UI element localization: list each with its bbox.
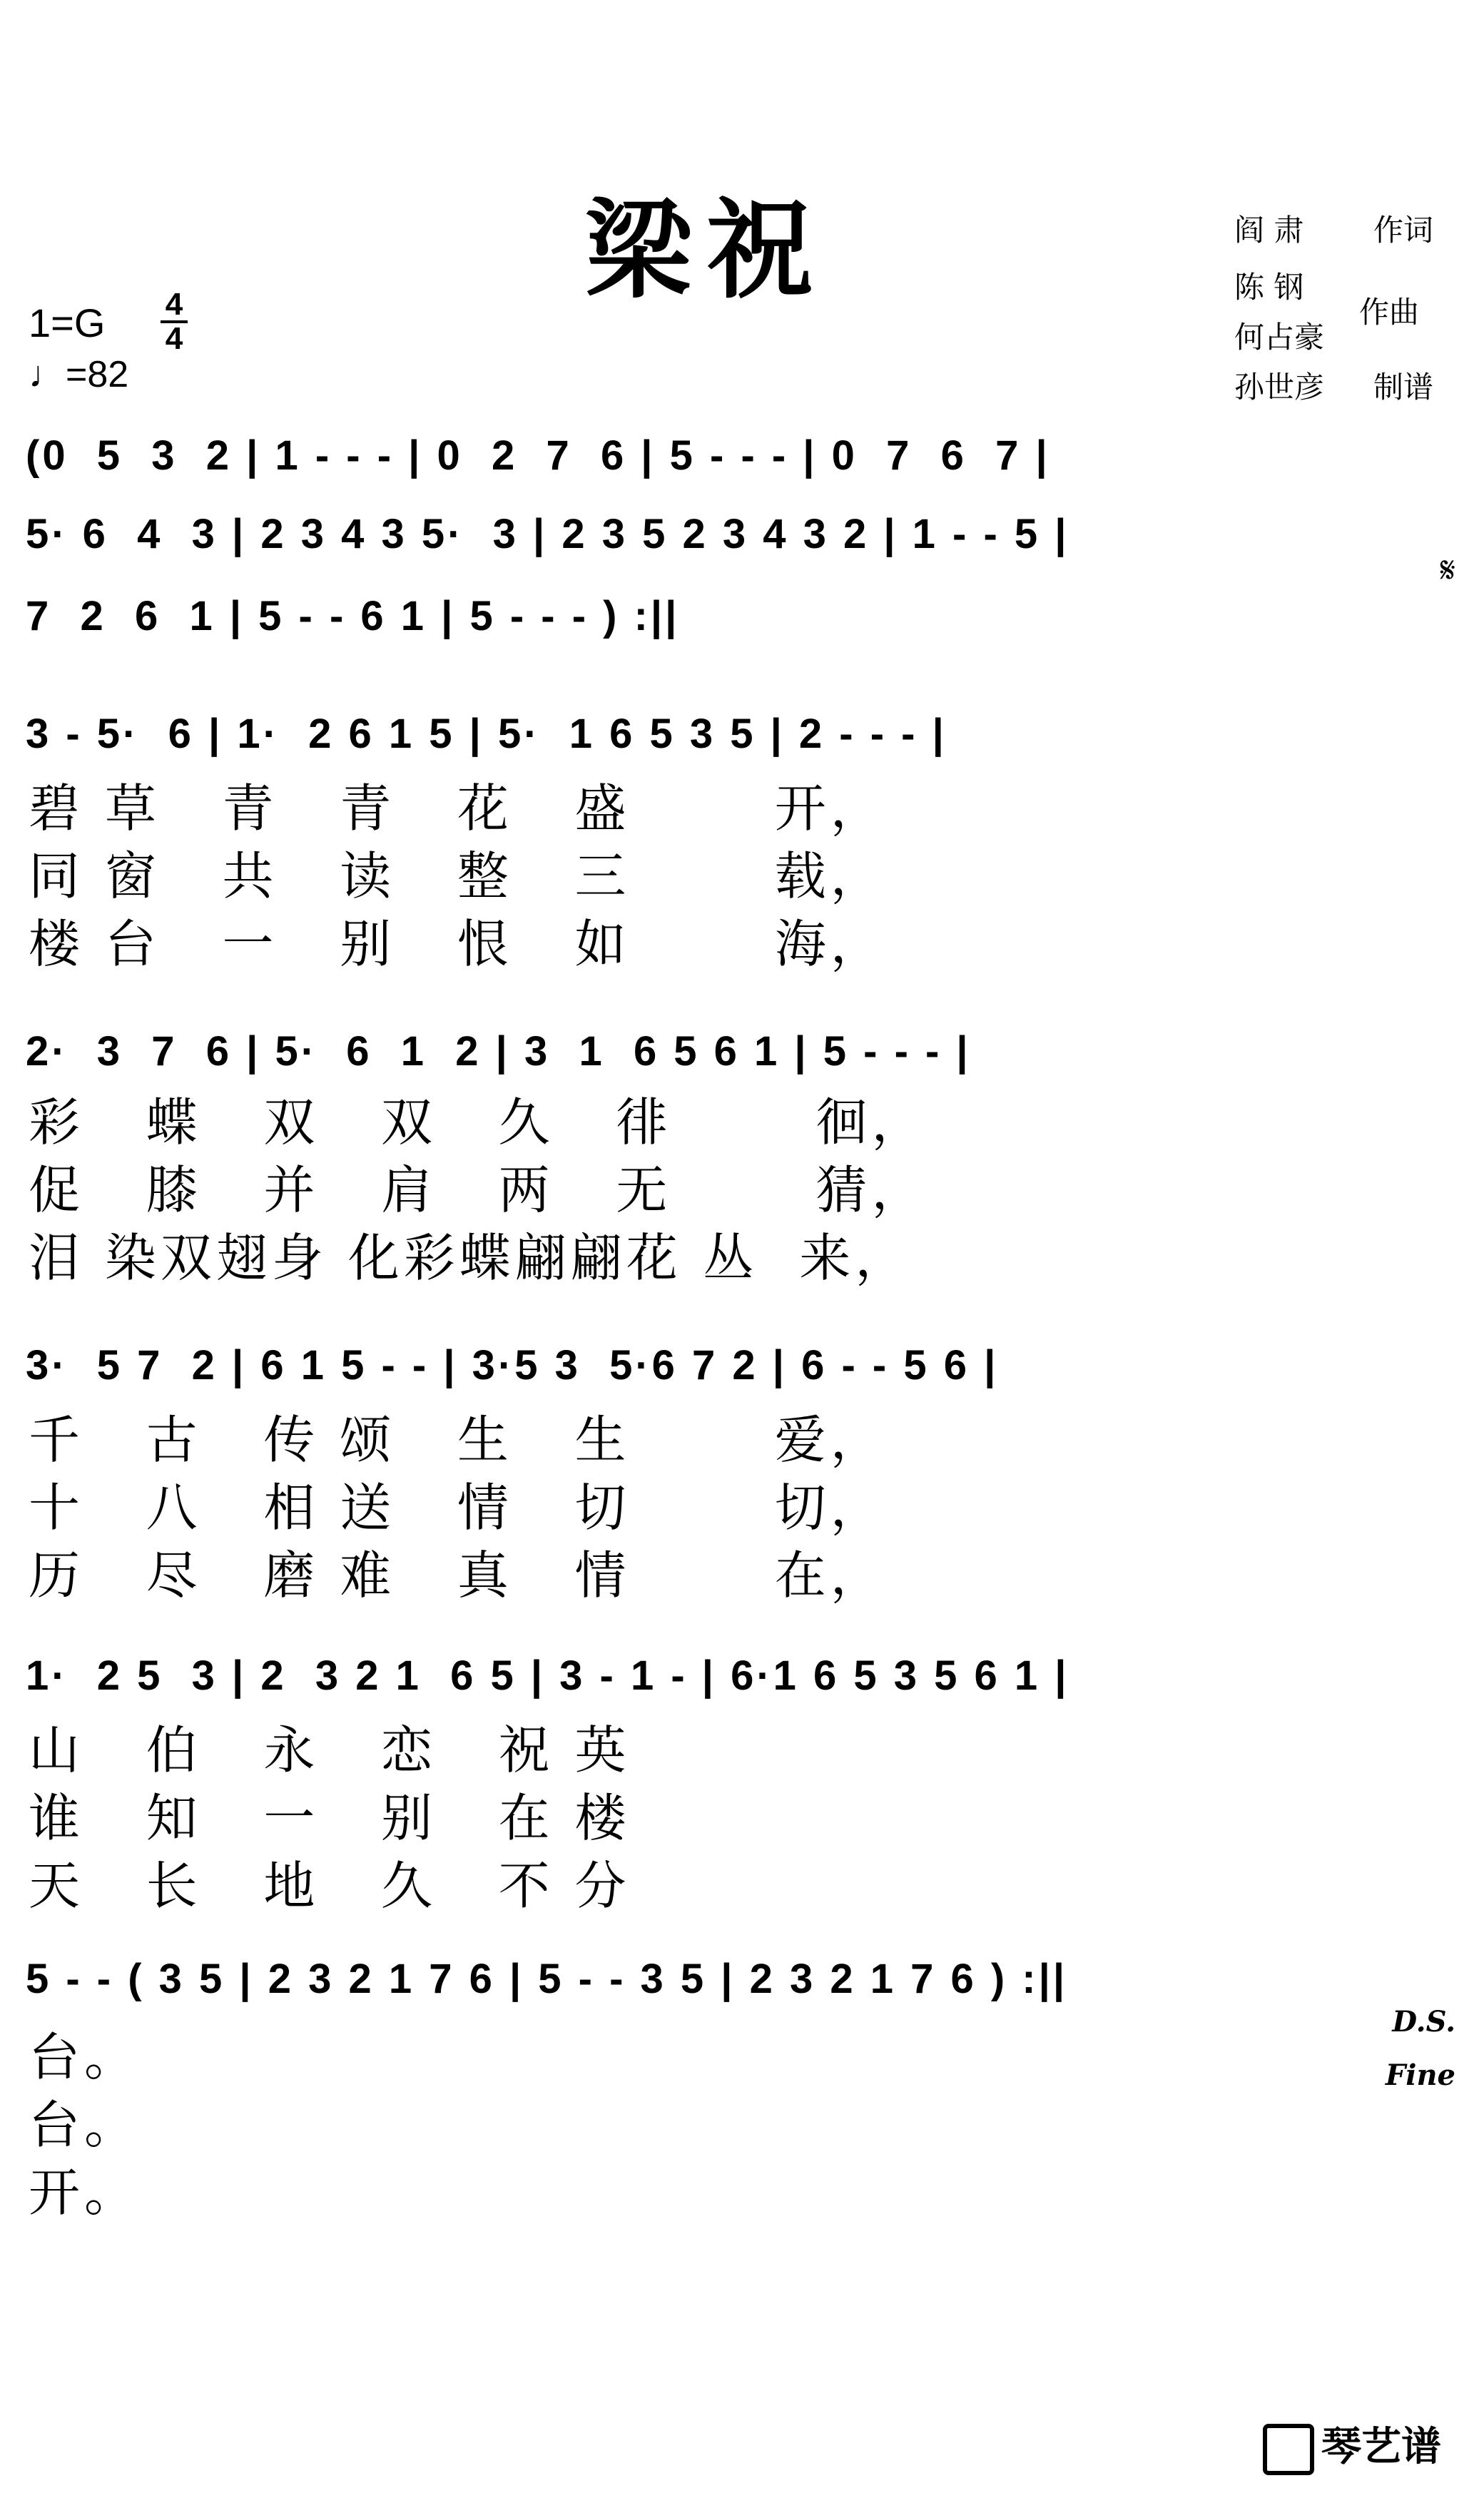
lyric-row: 开。 xyxy=(29,2163,141,2223)
notation-text: 7 2 6 1 | 5 - - 6 1 | 5 - - - ) :|| xyxy=(26,593,680,639)
notation-text: 5 - - ( 3 5 | 2 3 2 1 7 6 | 5 - - 3 5 | 2 3 2 1 7 6 ) :|| xyxy=(26,1956,1068,2002)
notation-text: 3 - 5· 6 | 1· 2 6 1 5 | 5· 1 6 5 3 5 | 2 - - - | xyxy=(26,711,947,757)
lyric-row: 台。 xyxy=(29,2027,141,2087)
lyric-row: 泪 染双翅身 化彩蝶翩翩花 丛 来， xyxy=(29,1228,911,1288)
transcriber-role: 制谱 xyxy=(1373,370,1434,405)
notation-text: (0 5 3 2 | 1 - - - | 0 2 7 6 | 5 - - - | 0 7 6 7 | xyxy=(26,432,1050,479)
notation-line-3 xyxy=(26,592,1460,685)
notation-text: 2· 3 7 6 | 5· 6 1 2 | 3 1 6 5 6 1 | 5 - - - | xyxy=(26,1028,971,1075)
notation-text: 3· 5 7 2 | 6 1 5 - - | 3·5 3 5·6 7 2 | 6 - - 5 6 | xyxy=(26,1342,999,1388)
site-logo xyxy=(1263,2415,1441,2475)
lyric-row: 彩 蝶 双 双 久 徘 徊， xyxy=(29,1092,928,1152)
time-signature-bottom: 4 xyxy=(165,321,183,356)
lyric-row: 促 膝 并 肩 两 无 猜， xyxy=(29,1160,928,1220)
logo-text: 琴艺谱 xyxy=(1321,2424,1441,2470)
composer-2: 何占豪 xyxy=(1234,320,1325,355)
ds-marking: D.S. xyxy=(1392,2005,1455,2039)
lyric-row: 谁 知 一 别 在 楼 xyxy=(29,1788,631,1848)
logo-icon xyxy=(1263,2424,1314,2475)
lyric-row: 千 古 传 颂 生 生 爱， xyxy=(29,1410,886,1470)
segno-sign: 𝄋 xyxy=(1440,549,1455,591)
lyric-row: 碧 草 青 青 花 盛 开， xyxy=(29,778,886,838)
time-signature-top: 4 xyxy=(165,287,183,322)
lyric-row: 山 伯 永 恋 祝 英 xyxy=(29,1720,631,1780)
lyric-row: 天 长 地 久 不 分 xyxy=(29,1856,631,1916)
transcriber: 孙世彦 xyxy=(1234,370,1325,405)
lyricist-name: 阎 肃 xyxy=(1234,213,1304,248)
notation-line-2 xyxy=(26,510,1460,603)
lyric-row: 台。 xyxy=(29,2095,141,2155)
key-signature: 1=G xyxy=(29,300,106,345)
composer-1: 陈 钢 xyxy=(1234,270,1304,305)
notation-text: 1· 2 5 3 | 2 3 2 1 6 5 | 3 - 1 - | 6·1 6 5 3 5 6 1 | xyxy=(26,1652,1069,1699)
lyric-row: 楼 台 一 别 恨 如 海， xyxy=(29,914,886,974)
notation-text: 5· 6 4 3 | 2 3 4 3 5· 3 | 2 3 5 2 3 4 3 2 | 1 - - 5 | xyxy=(26,511,1069,557)
composer-role: 作曲 xyxy=(1359,295,1420,330)
time-signature xyxy=(161,289,188,355)
notation-line-8 xyxy=(26,1955,1460,2048)
lyric-row: 历 尽 磨 难 真 情 在， xyxy=(29,1545,886,1605)
lyricist-role: 作词 xyxy=(1373,213,1434,248)
lyric-row: 十 八 相 送 情 切 切， xyxy=(29,1478,886,1538)
lyric-row: 同 窗 共 读 整 三 载， xyxy=(29,846,886,906)
fine-marking: Fine xyxy=(1385,2058,1455,2092)
tempo-marking: ♩=82 xyxy=(29,354,129,395)
song-title: 梁祝 xyxy=(585,188,828,313)
